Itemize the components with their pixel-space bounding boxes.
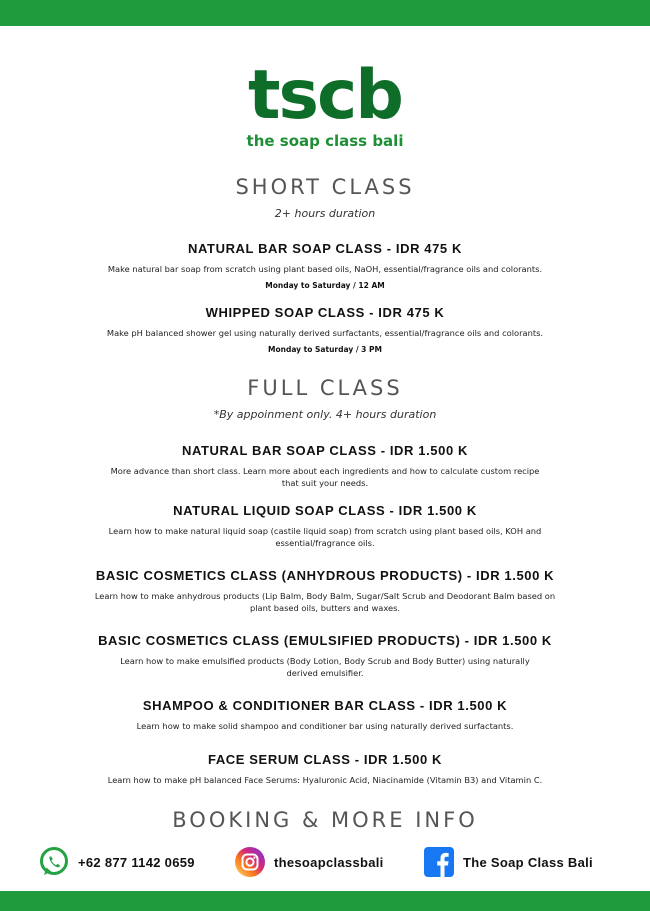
instagram-icon <box>234 846 266 878</box>
class-title: NATURAL BAR SOAP CLASS - IDR 475 K <box>188 241 462 256</box>
class-description: Learn how to make solid shampoo and conditioner bar using naturally derived surfactants. <box>136 721 514 731</box>
facebook-icon <box>423 846 455 878</box>
class-title: FACE SERUM CLASS - IDR 1.500 K <box>208 752 442 767</box>
instagram-handle: thesoapclassbali <box>274 854 384 870</box>
class-item <box>0 633 650 679</box>
full-class-note: *By appoinment only. 4+ hours duration <box>213 408 437 421</box>
class-item <box>0 698 650 732</box>
class-title: SHAMPOO & CONDITIONER BAR CLASS - IDR 1.500 K <box>142 698 508 713</box>
class-description: Learn how to make pH balanced Face Serums: Hyaluronic Acid, Niacinamide (Vitamin B3) and Vitamin C. <box>107 775 543 785</box>
logo-mark: tscb <box>248 56 402 135</box>
whatsapp-number: +62 877 1142 0659 <box>78 854 195 870</box>
facebook-contact[interactable] <box>423 844 593 880</box>
class-item <box>0 568 650 614</box>
class-item <box>0 503 650 549</box>
class-description: Make pH balanced shower gel using naturally derived surfactants, essential/fragrance oils and colorants. <box>106 328 544 338</box>
whatsapp-contact[interactable] <box>38 844 195 880</box>
class-schedule: Monday to Saturday / 12 AM <box>265 281 385 290</box>
class-description: More advance than short class. Learn more about each ingredients and how to calculate custom recipe that suit your needs. <box>110 466 540 488</box>
class-description: Learn how to make anhydrous products (Lip Balm, Body Balm, Sugar/Salt Scrub and Deodorant Balm based on plant based oils, butters and waxes. <box>94 591 556 613</box>
bottom-green-bar <box>0 891 650 911</box>
top-green-bar <box>0 0 650 26</box>
class-item <box>0 752 650 786</box>
class-title: WHIPPED SOAP CLASS - IDR 475 K <box>205 305 445 320</box>
contact-row <box>0 844 650 880</box>
booking-title: BOOKING & MORE INFO <box>172 808 478 832</box>
short-class-title: SHORT CLASS <box>235 175 415 199</box>
instagram-contact[interactable] <box>234 844 384 880</box>
class-item <box>0 241 650 290</box>
class-description: Learn how to make natural liquid soap (castile liquid soap) from scratch using plant based oils, KOH and essential/fragrance oils. <box>108 526 542 548</box>
class-title: NATURAL BAR SOAP CLASS - IDR 1.500 K <box>182 443 468 458</box>
logo <box>0 56 650 150</box>
class-title: NATURAL LIQUID SOAP CLASS - IDR 1.500 K <box>173 503 477 518</box>
class-schedule: Monday to Saturday / 3 PM <box>268 345 382 354</box>
class-description: Make natural bar soap from scratch using plant based oils, NaOH, essential/fragrance oils and colorants. <box>107 264 543 274</box>
short-class-note: 2+ hours duration <box>274 207 376 220</box>
class-item <box>0 305 650 354</box>
class-item <box>0 443 650 489</box>
class-title: BASIC COSMETICS CLASS (EMULSIFIED PRODUCTS) - IDR 1.500 K <box>98 633 552 648</box>
whatsapp-icon <box>38 846 70 878</box>
logo-subtitle: the soap class bali <box>246 132 404 150</box>
class-title: BASIC COSMETICS CLASS (ANHYDROUS PRODUCTS) - IDR 1.500 K <box>95 568 555 583</box>
facebook-page-name: The Soap Class Bali <box>463 854 593 870</box>
full-class-title: FULL CLASS <box>247 376 403 400</box>
class-description: Learn how to make emulsified products (Body Lotion, Body Scrub and Body Butter) using naturally derived emulsifier. <box>120 656 530 678</box>
